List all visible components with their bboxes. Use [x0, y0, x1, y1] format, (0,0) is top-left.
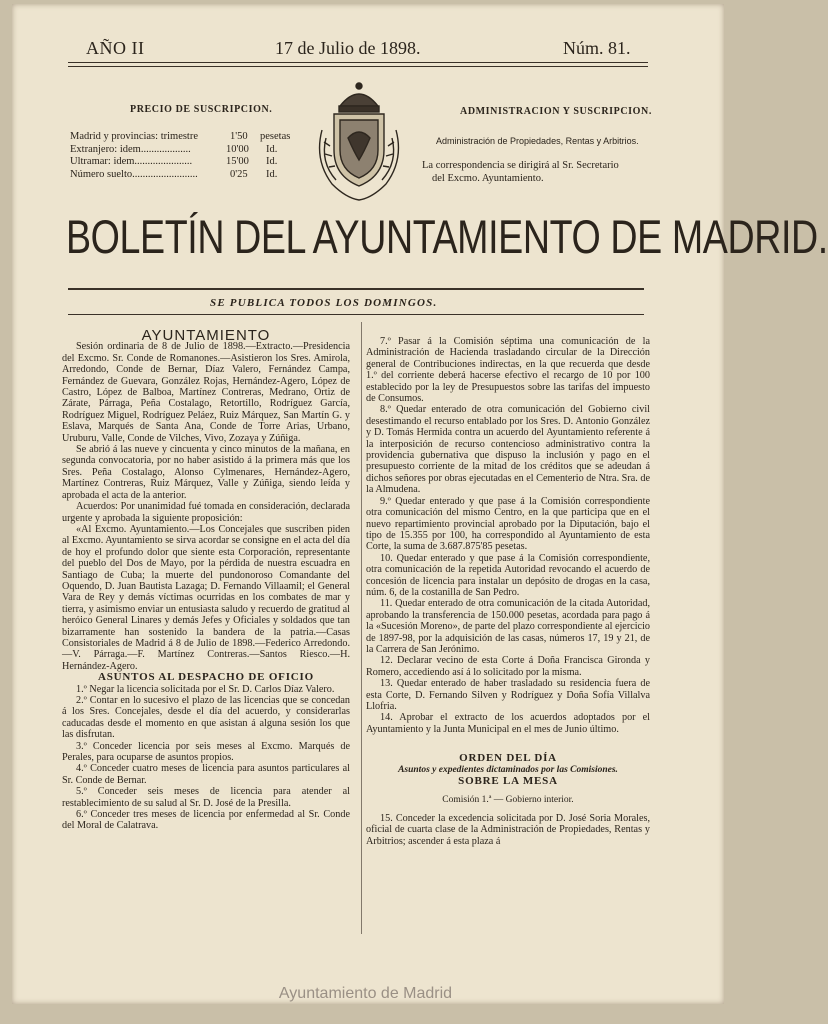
orden-subtitle: Asuntos y expedientes dictaminados por las Comisiones.	[398, 764, 618, 775]
list-item: 8.º Quedar enterado de otra comunicación del Gobierno civil desestimando el recurso entablado por los Sres. D. Antonio González y D. Tomás Hermida contra un acuerdo del Ayuntamiento referente á la interposición de recurso contencioso administrativo contra la providencia gubernativa que dispuso la inclusión y pago en el presupuesto corriente de la mitad de los créditos que se adeudan á dichos señores por obras ejecutadas en el Cementerio de Ntra. Sra. de la Almudena.	[366, 404, 650, 496]
masthead-rule	[68, 288, 644, 290]
price-row	[70, 156, 300, 169]
subscription-title: PRECIO DE SUSCRIPCION.	[130, 104, 273, 115]
proposal-paragraph: «Al Excmo. Ayuntamiento.—Los Concejales que suscriben piden al Excmo. Ayuntamiento se sirva acordar se consigne en el acta del día de hoy el profundo dolor que siente esta Corporación, representante del pueblo del Dos de Mayo, por la pérdida de nuestra escuadra en Santiago de Cuba; la muerte del pundonoroso Comandante del Oquendo, D. Juan Bautista Lazaga; D. Fernando Villaamil; el General Vara de Rey y demás víctimas ocurridas en los combates de mar y tierra, y asimismo enviar un entusiasta saludo y recuerdo de gratitud al heróico General Linares y demás Jefes y Oficiales y soldados que tan bizarramente han sostenido la bandera de la patria.—Casas Consistoriales de Madrid á 8 de Julio de 1898.—Federico Arredondo.—V. Párraga.—F. Martínez Contreras.—Santos Riesco.—H. Hernández-Agero.	[62, 523, 350, 672]
admin-line: Administración de Propiedades, Rentas y Arbitrios.	[436, 136, 639, 146]
price-unit: Id.	[266, 168, 278, 180]
list-item: 9.º Quedar enterado y que pase á la Comisión correspondiente otra comunicación del mismo Centro, en la que participa que en el nuevo repartimiento provincial aprobado por la Diputación, bajo el tipo de 15.355 por 100, ha correspondido al Ayuntamiento de esta Corte, la suma de 3.687.875'85 pesetas.	[366, 495, 650, 553]
price-unit: pesetas	[260, 131, 291, 142]
tagline: SE PUBLICA TODOS LOS DOMINGOS.	[210, 297, 438, 309]
section-title-orden: ORDEN DEL DÍA	[459, 752, 557, 765]
tagline-rule	[68, 314, 644, 315]
opening-paragraph: Se abrió á las nueve y cincuenta y cinco minutos de la mañana, en segunda convocatoria, por no haber asistido á la primera más que los Sres. Peña Costalago, Alonso Cylmenares, Hernández-Agero, Martínez Contreras, Ruiz Márquez, Valle y Zúñiga, siendo leída y aprobada el acta de la anterior.	[62, 444, 350, 501]
price-label: Madrid y provincias: trimestre	[70, 131, 199, 142]
header-rule	[68, 62, 648, 63]
list-item: 12. Declarar vecino de esta Corte á Doña Francisca Gironda y Romero, accediendo así á lo solicitado por la misma.	[366, 655, 650, 678]
admin-title: ADMINISTRACION Y SUSCRIPCION.	[460, 106, 652, 117]
year-label: AÑO II	[86, 38, 145, 58]
list-item: 2.º Contar en lo sucesivo el plazo de las licencias que se concedan á los Sres. Concejales, desde el día del acuerdo, y considerarlas caducadas desde el momento en que asistan á alguna sesión los que las disfrutan.	[62, 695, 350, 741]
price-unit: Id.	[266, 156, 278, 167]
price-value: 1'50	[230, 131, 248, 142]
list-item: 6.º Conceder tres meses de licencia por enfermedad al Sr. Conde del Moral de Calatrava.	[62, 809, 350, 832]
list-item: 13. Quedar enterado de haber trasladado su residencia fuera de esta Corte, D. Fernando Silven y Rodríguez y Doña Sofía Villalva Llofria.	[366, 678, 650, 712]
price-unit: Id.	[266, 143, 278, 155]
list-item: 1.º Negar la licencia solicitada por el Sr. D. Carlos Díaz Valero.	[76, 683, 335, 695]
price-value: 0'25	[230, 168, 248, 180]
issue-number: Núm. 81.	[563, 38, 631, 58]
price-label: Número suelto.........................	[70, 168, 198, 180]
list-item: 14. Aprobar el extracto de los acuerdos adoptados por el Ayuntamiento y la Junta Municipal en el mes de Junio último.	[366, 712, 650, 735]
price-row	[70, 131, 300, 144]
list-item: 15. Conceder la excedencia solicitada por D. José Soria Morales, oficial de cuarta clase de la Administración de Propiedades, Rentas y Arbitrios; ascender á esta plaza á	[366, 812, 650, 847]
list-item: 10. Quedar enterado y que pase á la Comisión correspondiente, otra comunicación de la repetida Autoridad revocando el acuerdo de concesión de licencia para instalar un depósito de drogas en la casa, núm. 6, de la costanilla de San Pedro.	[366, 552, 650, 598]
price-label: Ultramar: idem......................	[70, 156, 193, 167]
price-label: Extranjero: idem...................	[70, 143, 191, 155]
issue-date: 17 de Julio de 1898.	[275, 38, 421, 58]
correspondence-line-2: del Excmo. Ayuntamiento.	[432, 173, 544, 184]
column-divider	[361, 322, 362, 934]
subscription-prices	[70, 131, 300, 191]
section-title-asuntos: ASUNTOS AL DESPACHO DE OFICIO	[98, 671, 314, 684]
masthead-title: BOLETÍN DEL AYUNTAMIENTO DE MADRID.	[66, 210, 828, 263]
price-row	[70, 169, 300, 182]
price-row	[70, 144, 300, 157]
section-title-ayuntamiento: AYUNTAMIENTO	[141, 327, 271, 344]
list-item: 4.º Conceder cuatro meses de licencia para asuntos particulares al Sr. Conde de Bernar.	[62, 763, 350, 786]
comision-heading: Comisión 1.ª — Gobierno interior.	[442, 795, 574, 806]
list-item: 5.º Conceder seis meses de licencia para atender al restablecimiento de su salud al Sr. D. José de la Presilla.	[62, 786, 350, 809]
section-title-mesa: SOBRE LA MESA	[458, 775, 558, 788]
header-rule-2	[68, 66, 648, 67]
list-item: 3.º Conceder licencia por seis meses al Excmo. Marqués de Perales, para ocuparse de asuntos propios.	[62, 740, 350, 764]
correspondence-line-1: La correspondencia se dirigirá al Sr. Secretario	[422, 160, 619, 171]
list-item: 11. Quedar enterado de otra comunicación de la citada Autoridad, aprobando la transferencia de 150.000 pesetas, acordada para pago á la «Sucesión Moreno», de parte del plazo correspondiente al ejercicio de 1897-98, por la adquisición de las casas, números 17, 19 y 21, de la Carrera de San Jerónimo.	[366, 598, 651, 655]
footer-watermark: Ayuntamiento de Madrid	[278, 985, 453, 1002]
left-column	[62, 327, 350, 832]
price-value: 10'00	[226, 143, 249, 155]
session-paragraph: Sesión ordinaria de 8 de Julio de 1898.—Extracto.—Presidencia del Excmo. Sr. Conde de Romanones.—Asistieron los Sres. Amirola, Arredondo, Conde de Bernar, Díaz Valero, Fernández Campa, Fernández de Guevara, González Rojas, Hernández-Agero, López de Castro, López de Balboa, Martínez Contreras, Medrano, Ortiz de Zárate, Párraga, Peña Costalago, Retortillo, Rodríguez García, Rodríguez Miguel, Rodríguez Peláez, Ruiz Márquez, San Martín G. y Eslava, Marqués de Santa Ana, Conde de Torre Arias, Urbano, Uruburu, Valle, Conde de Vilches, Vivo, Zozaya y Zúñiga.	[62, 341, 350, 444]
price-value: 15'00	[226, 156, 249, 167]
list-item: 7.º Pasar á la Comisión séptima una comunicación de la Administración de Hacienda trasladando circular de la Dirección general de Contribuciones indirectas, en la que recuerda que desde 1.º del corriente deberá hacerse efectivo el recargo de 10 por 100 establecido por la ley de Presupuestos sobre las tarifas del impuesto de Consumos.	[366, 336, 650, 405]
agreements-paragraph: Acuerdos: Por unanimidad fué tomada en consideración, declarada urgente y aprobada la siguiente proposición:	[62, 501, 350, 524]
right-column	[366, 336, 650, 847]
coat-of-arms-icon	[312, 80, 406, 204]
